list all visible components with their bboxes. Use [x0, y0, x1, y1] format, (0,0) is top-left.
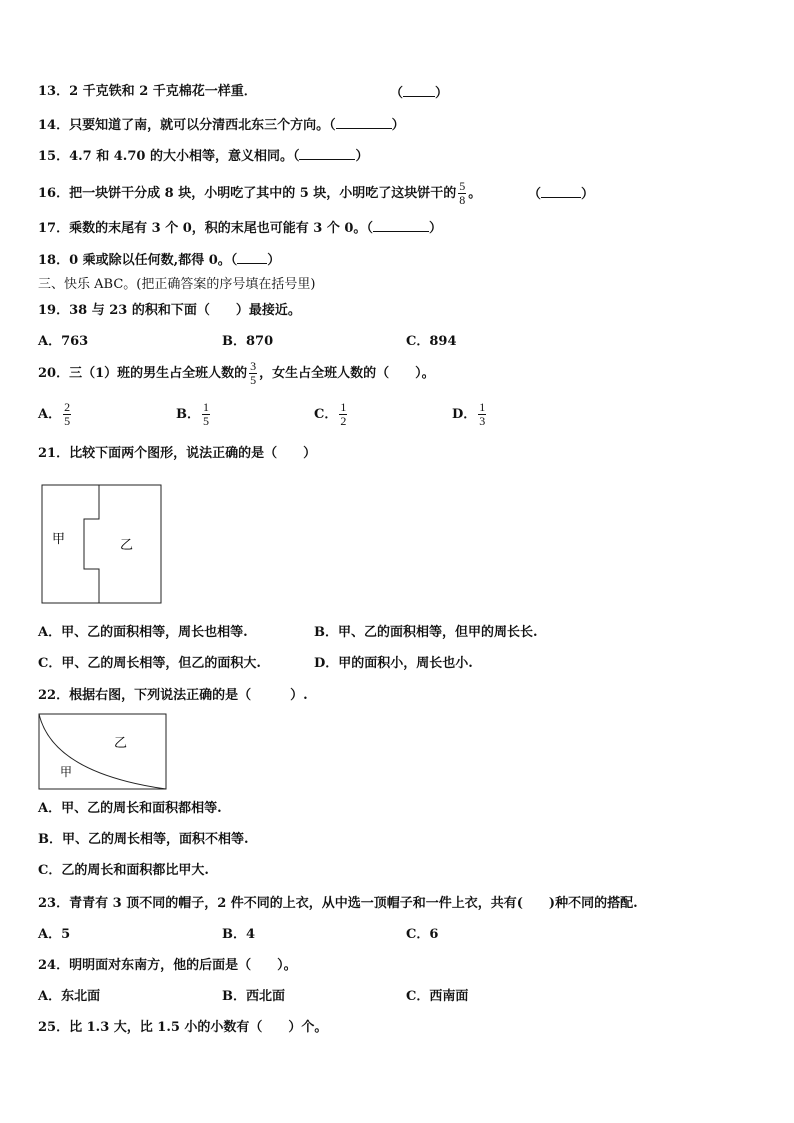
question-22: [38, 688, 308, 704]
option-b[interactable]: B．甲、乙的周长相等，面积不相等.: [38, 832, 249, 847]
region-label-left: 甲: [52, 532, 66, 547]
answer-underline: [237, 251, 267, 264]
answer-blank-15[interactable]: （ ）: [292, 149, 369, 164]
region-label-bottom: 甲: [60, 765, 73, 779]
outer-rectangle: [39, 714, 166, 789]
option-a[interactable]: A．763: [38, 334, 89, 349]
question-number: 21．: [38, 446, 70, 461]
question-text: 乘数的末尾有 3 个 0，积的末尾也可能有 3 个 0。: [69, 221, 367, 236]
question-number: 14．: [38, 118, 70, 133]
answer-underline: [299, 147, 355, 160]
option-b[interactable]: B．4: [222, 927, 256, 942]
answer-underline: [403, 84, 435, 97]
dividing-line: [84, 485, 99, 603]
option-c[interactable]: C． $\frac{1}{2}$: [314, 400, 347, 428]
fraction: $\frac{1}{5}$: [203, 400, 209, 428]
question-number: 25．: [38, 1020, 70, 1035]
question-text: 把一块饼干分成 8 块，小明吃了其中的 5 块，小明吃了这块饼干的: [69, 186, 457, 201]
question-25: [38, 1020, 327, 1036]
fraction: $\frac{3}{5}$: [250, 359, 257, 387]
answer-underline: [541, 185, 581, 198]
question-20: 20．三（1）班的男生占全班人数的 $\frac{3}{5}$ ，女生占全班人数的（ ）。: [38, 359, 435, 387]
region-label-top: 乙: [114, 736, 128, 751]
curve-divider: [39, 714, 166, 789]
option-d[interactable]: D．甲的面积小，周长也小.: [314, 656, 473, 671]
question-number: 23．: [38, 896, 70, 911]
option-d[interactable]: D． $\frac{1}{3}$: [452, 400, 486, 428]
option-c[interactable]: C．6: [406, 927, 439, 942]
question-text: 只要知道了南，就可以分清西北东三个方向。: [69, 118, 330, 133]
answer-blank-17[interactable]: （ ）: [366, 221, 442, 236]
question-text: 4.7 和 4.70 的大小相等，意义相同。: [69, 149, 293, 164]
question-17: [38, 219, 442, 237]
question-text: 0 乘或除以任何数,都得 0。: [69, 253, 231, 268]
section-heading: 三、快乐 ABC。(把正确答案的序号填在括号里): [38, 277, 316, 292]
option-a[interactable]: A．5: [38, 927, 71, 942]
question-text: 明明面对东南方，他的后面是（ ）。: [69, 958, 297, 973]
question-number: 17．: [38, 221, 70, 236]
question-text: 2 千克铁和 2 千克棉花一样重．: [69, 84, 257, 99]
question-number: 16．: [38, 186, 70, 201]
figure-22: [38, 713, 168, 791]
question-23: [38, 896, 638, 912]
question-text: 比较下面两个图形，说法正确的是（ ）: [69, 446, 317, 461]
option-c[interactable]: C．894: [406, 334, 457, 349]
question-text: 青青有 3 顶不同的帽子，2 件不同的上衣，从中选一顶帽子和一件上衣，共有( )种不同的搭配.: [69, 896, 638, 911]
answer-blank-13[interactable]: （ ）: [390, 86, 449, 101]
answer-blank-14[interactable]: （ ）: [329, 118, 405, 133]
question-24: [38, 958, 297, 974]
question-number: 19．: [38, 303, 70, 318]
question-text: 38 与 23 的积和下面（ ）最接近。: [69, 303, 301, 318]
option-a[interactable]: A． $\frac{2}{5}$: [38, 400, 71, 428]
answer-blank-18[interactable]: （ ）: [230, 253, 281, 268]
question-number: 18．: [38, 253, 70, 268]
question-number: 20．: [38, 366, 70, 381]
answer-underline: [373, 219, 429, 232]
option-a[interactable]: A．东北面: [38, 989, 101, 1004]
option-c[interactable]: C．乙的周长和面积都比甲大.: [38, 863, 209, 878]
fraction: $\frac{2}{5}$: [64, 400, 71, 428]
fraction: $\frac{1}{3}$: [479, 400, 486, 428]
fraction: $\frac{5}{8}$: [459, 179, 466, 207]
question-text: 比 1.3 大，比 1.5 小的小数有（ ）个。: [69, 1020, 328, 1035]
question-18: [38, 251, 280, 269]
question-text: 根据右图，下列说法正确的是（ ）.: [69, 688, 308, 703]
option-a[interactable]: A．甲、乙的面积相等，周长也相等.: [38, 625, 248, 640]
option-b[interactable]: B．870: [222, 334, 274, 349]
question-15: [38, 147, 368, 165]
question-number: 15．: [38, 149, 70, 164]
answer-underline: [336, 116, 392, 129]
question-number: 24．: [38, 958, 70, 973]
figure-21: [40, 483, 164, 605]
option-c[interactable]: C．甲、乙的周长相等，但乙的面积大.: [38, 656, 261, 671]
option-c[interactable]: C．西南面: [406, 989, 469, 1004]
option-b[interactable]: B．西北面: [222, 989, 286, 1004]
question-13: [38, 84, 257, 100]
option-a[interactable]: A．甲、乙的周长和面积都相等.: [38, 801, 222, 816]
option-b[interactable]: B．甲、乙的面积相等，但甲的周长长.: [314, 625, 538, 640]
question-number: 22．: [38, 688, 70, 703]
question-21: [38, 446, 316, 462]
question-16: 16．把一块饼干分成 8 块，小明吃了其中的 5 块，小明吃了这块饼干的 $\frac{5}{8}$ 。: [38, 179, 482, 207]
question-19: [38, 303, 301, 319]
fraction: $\frac{1}{2}$: [340, 400, 347, 428]
region-label-right: 乙: [120, 538, 134, 553]
answer-blank-16[interactable]: （ ）: [528, 187, 595, 202]
option-b[interactable]: B． $\frac{1}{5}$: [176, 400, 209, 428]
question-number: 13．: [38, 84, 70, 99]
question-14: [38, 116, 405, 134]
